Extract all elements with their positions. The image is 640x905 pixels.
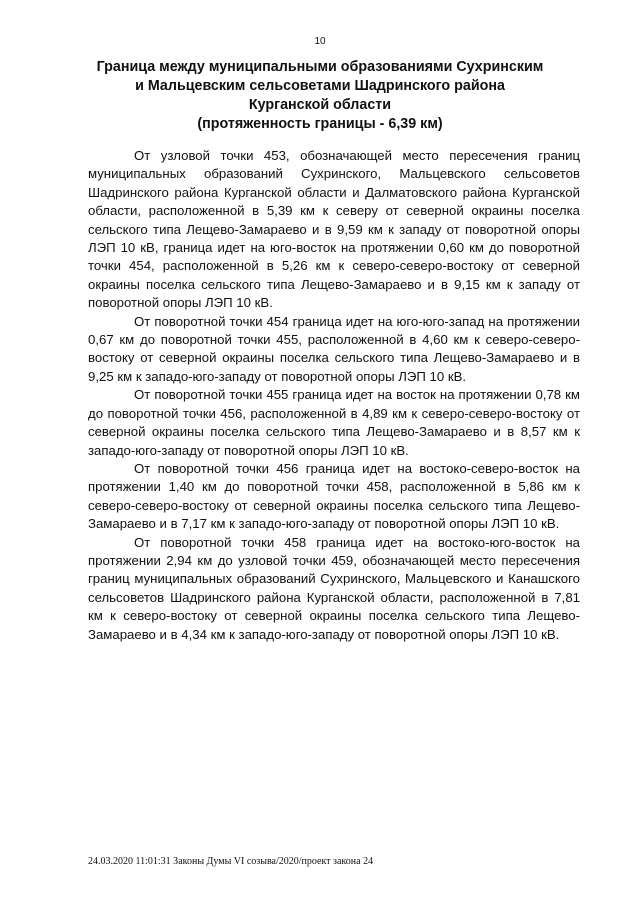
page-footer: 24.03.2020 11:01:31 Законы Думы VI созыва/2020/проект закона 24 [88,856,374,867]
title-line: и Мальцевским сельсоветами Шадринского района [135,78,505,94]
paragraph: От поворотной точки 455 граница идет на восток на протяжении 0,78 км до поворотной точки 456, расположенной в 4,89 км к северо-северо-востоку от северной окраины поселка сельского типа Лещево-Замараево и в 8,57 км к западо-юго-западу от поворотной опоры ЛЭП 10 кВ. [88,387,580,458]
page-number: 10 [314,36,326,47]
paragraph: От узловой точки 453, обозначающей место пересечения границ муниципальных образований Сухринского, Мальцевского сельсоветов Шадринского района Курганской области и Далматовского района Курганской области, расположенной в 5,39 км к северу от северной окраины поселка сельского типа Лещево-Замараево и в 9,59 км к западу от поворотной опоры ЛЭП 10 кВ, граница идет на юго-восток на протяжении 0,60 км до поворотной точки 454, расположенной в 5,26 км к северо-северо-востоку от северной окраины поселка сельского типа Лещево-Замараево и в 9,15 км к западу от поворотной опоры ЛЭП 10 кВ. [88,148,580,311]
title-subline-length: (протяженность границы - 6,39 км) [197,116,443,132]
document-title [88,58,552,134]
paragraph: От поворотной точки 458 граница идет на востоко-юго-восток на протяжении 2,94 км до узловой точки 459, обозначающей место пересечения границ муниципальных образований Сухринского, Мальцевского и Канашского сельсоветов Шадринского района Курганской области, расположенной в 7,81 км к северо-востоку от северной окраины поселка сельского типа Лещево-Замараево и в 4,34 км к западо-юго-западу от поворотной опоры ЛЭП 10 кВ. [88,534,580,642]
title-line: Курганской области [248,97,392,113]
paragraph: От поворотной точки 456 граница идет на востоко-северо-восток на протяжении 1,40 км до поворотной точки 458, расположенной в 5,86 км к северо-северо-востоку от северной окраины поселка сельского типа Лещево-Замараево и в 7,17 км к западо-юго-западу от поворотной опоры ЛЭП 10 кВ. [88,460,580,532]
title-line: Граница между муниципальными образованиями Сухринским [96,59,544,75]
document-body [88,147,580,644]
paragraph: От поворотной точки 454 граница идет на юго-юго-запад на протяжении 0,67 км до поворотной точки 455, расположенной в 4,60 км к северо-северо-востоку от северной окраины поселка сельского типа Лещево-Замараево и в 9,25 км к западо-юго-западу от поворотной опоры ЛЭП 10 кВ. [88,313,580,384]
